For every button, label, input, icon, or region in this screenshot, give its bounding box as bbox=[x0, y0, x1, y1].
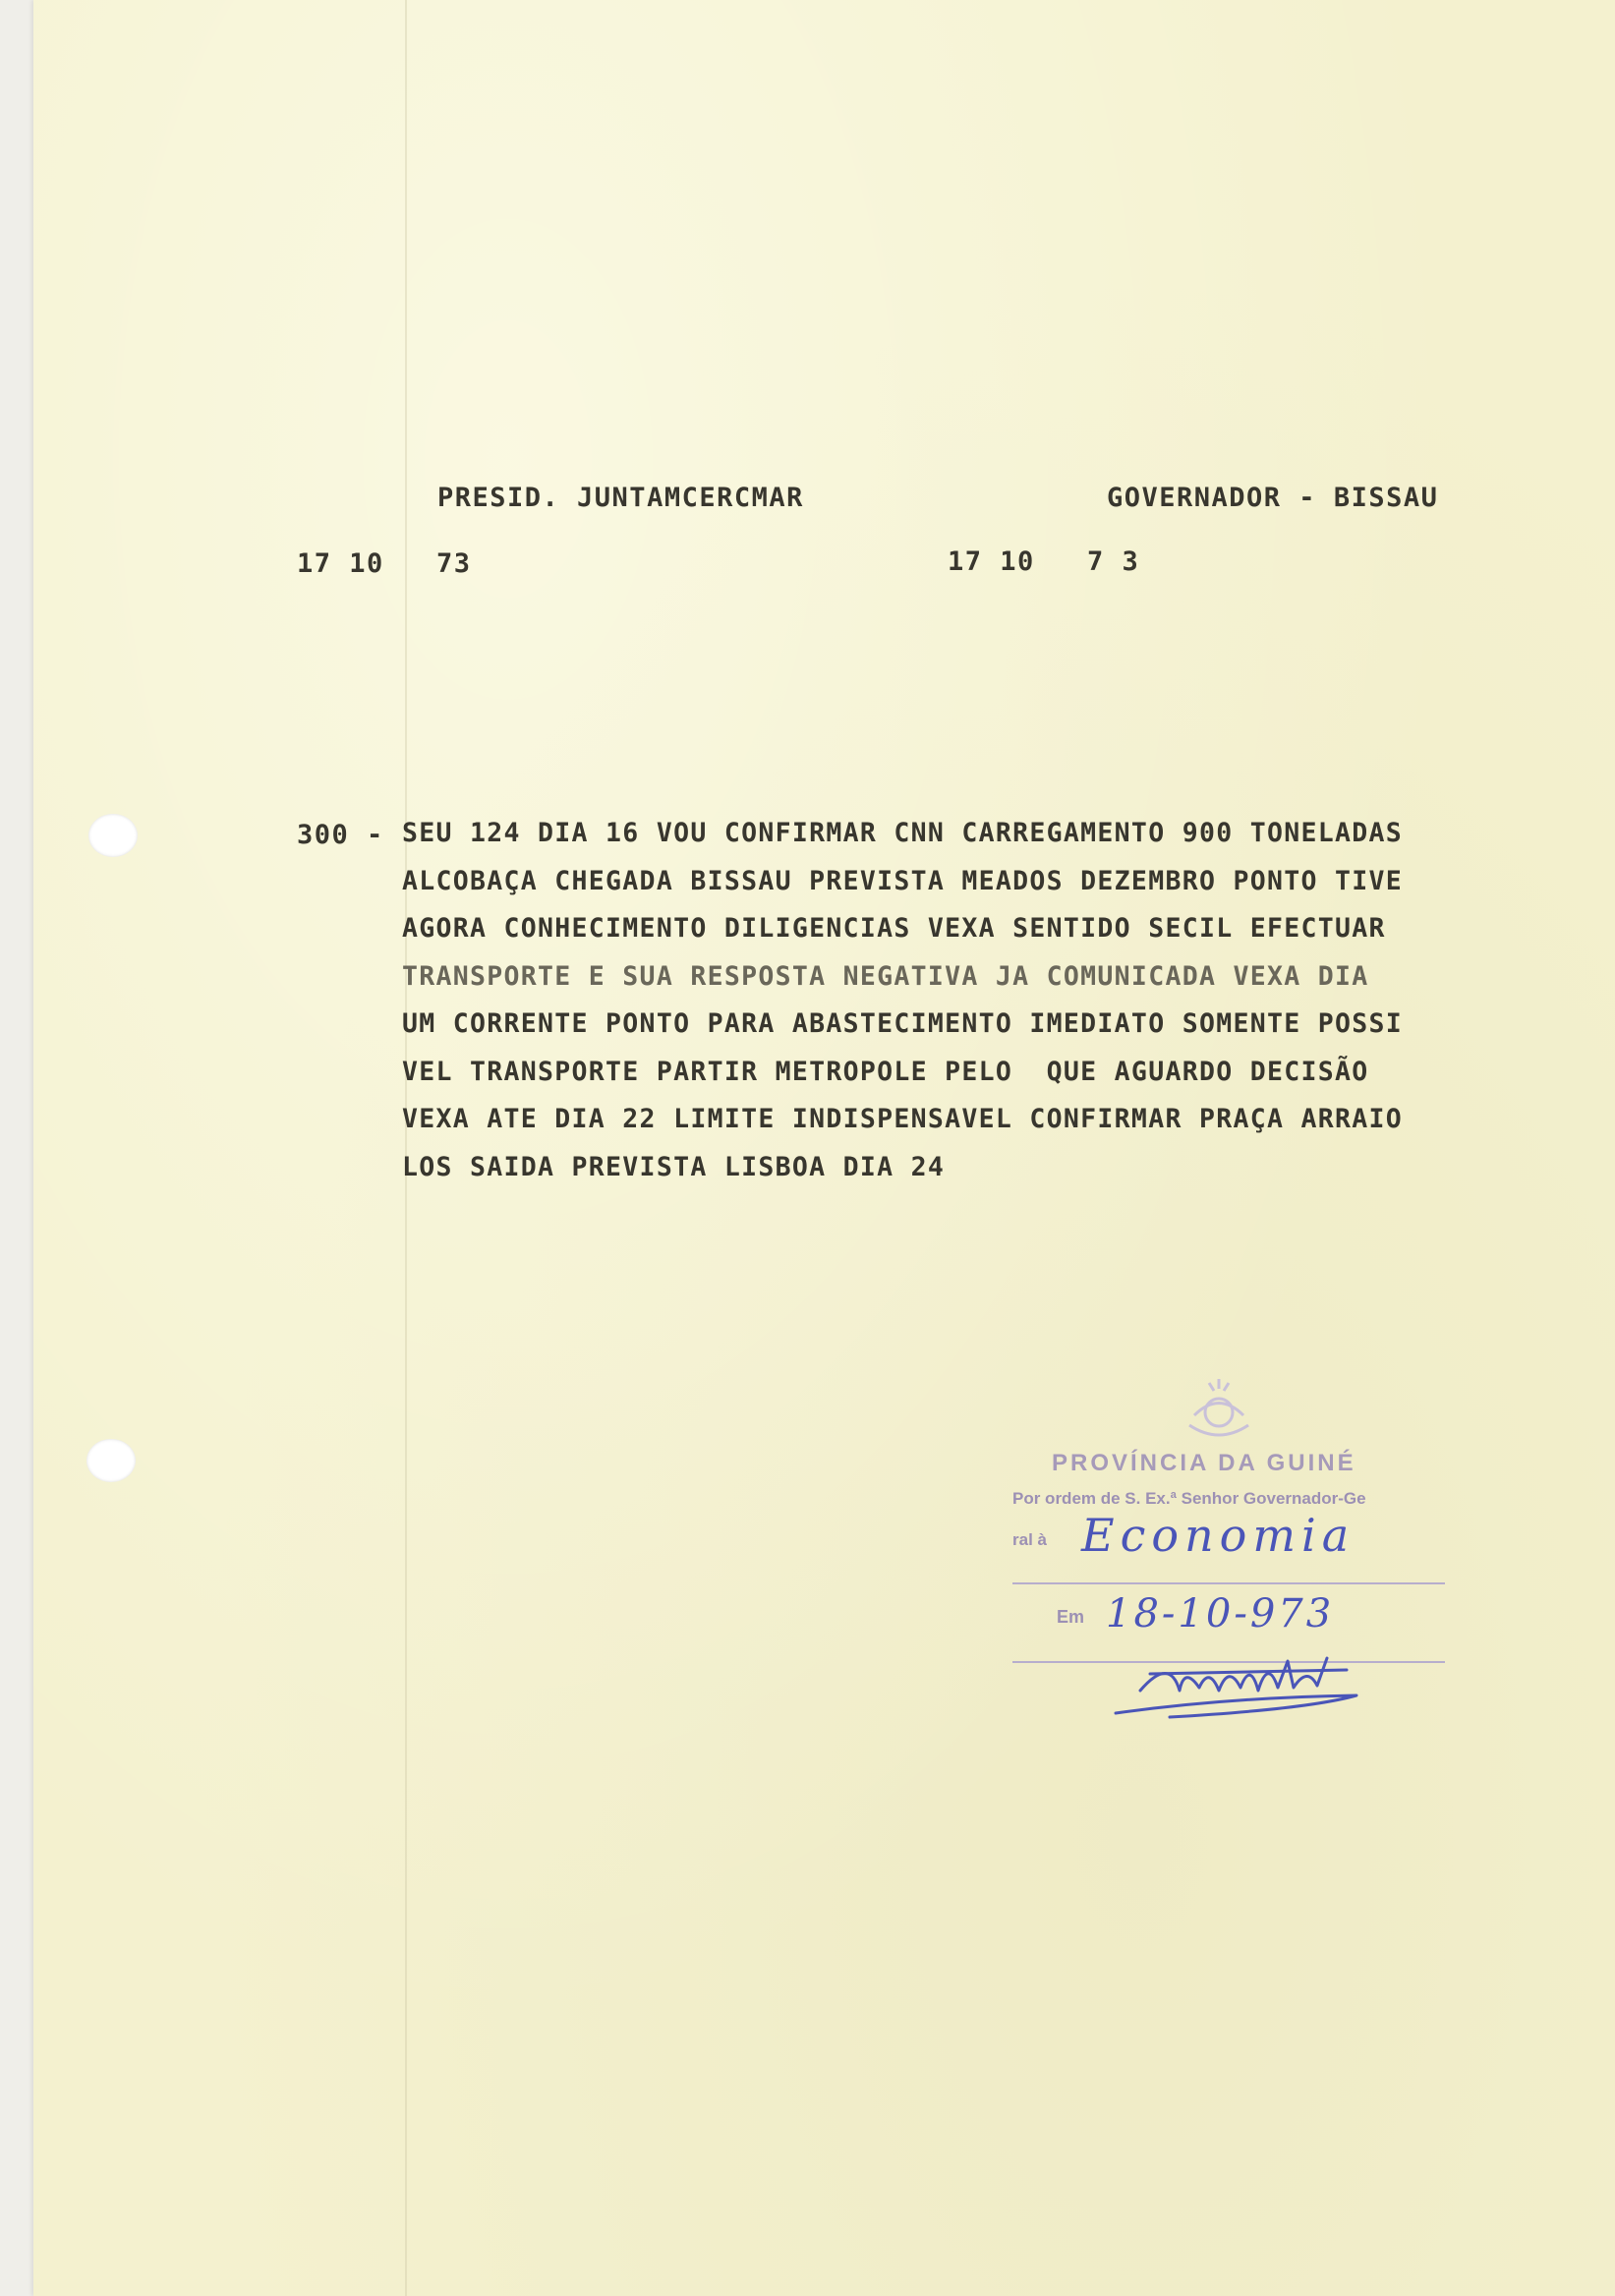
message-line: LOS SAIDA PREVISTA LISBOA DIA 24 bbox=[402, 1151, 946, 1182]
message-line: VEL TRANSPORTE PARTIR METROPOLE PELO QUE AGUARDO DECISÃO bbox=[402, 1056, 1369, 1087]
stamp-divider bbox=[1012, 1582, 1445, 1584]
stamp-addressee-prefix: ral à bbox=[1012, 1530, 1047, 1549]
scan-margin bbox=[0, 0, 33, 2296]
stamp-title: PROVÍNCIA DA GUINÉ bbox=[1052, 1450, 1356, 1476]
message-line: AGORA CONHECIMENTO DILIGENCIAS VEXA SENTIDO SECIL EFECTUAR bbox=[402, 913, 1386, 944]
punch-hole-bottom bbox=[87, 1439, 136, 1482]
punch-hole-top bbox=[88, 814, 138, 857]
stamp-date-prefix: Em bbox=[1057, 1607, 1085, 1627]
routing-stamp bbox=[1012, 1371, 1465, 1725]
stamp-order-text: Por ordem de S. Ex.ª Senhor Governador-Ge bbox=[1012, 1489, 1366, 1508]
message-line: SEU 124 DIA 16 VOU CONFIRMAR CNN CARREGAMENTO 900 TONELADAS bbox=[402, 818, 1404, 848]
message-line: ALCOBAÇA CHEGADA BISSAU PREVISTA MEADOS DEZEMBRO PONTO TIVE bbox=[402, 865, 1404, 896]
coat-of-arms-icon bbox=[1175, 1371, 1263, 1450]
signature-icon bbox=[1111, 1636, 1445, 1725]
handwritten-addressee: Economia bbox=[1081, 1509, 1355, 1562]
sender-field: PRESID. JUNTAMCERCMAR bbox=[437, 483, 804, 513]
message-line: VEXA ATE DIA 22 LIMITE INDISPENSAVEL CONFIRMAR PRAÇA ARRAIO bbox=[402, 1104, 1404, 1134]
message-line: TRANSPORTE E SUA RESPOSTA NEGATIVA JA COMUNICADA VEXA DIA bbox=[402, 960, 1369, 992]
message-line: UM CORRENTE PONTO PARA ABASTECIMENTO IMEDIATO SOMENTE POSSI bbox=[402, 1008, 1404, 1039]
received-date: 17 10 7 3 bbox=[948, 546, 1140, 577]
recipient-field: GOVERNADOR - BISSAU bbox=[1107, 483, 1439, 513]
handwritten-date: 18-10-973 bbox=[1106, 1591, 1335, 1636]
message-number: 300 - bbox=[297, 820, 384, 850]
sent-date: 17 10 73 bbox=[297, 548, 472, 579]
message-body bbox=[402, 820, 1454, 1201]
